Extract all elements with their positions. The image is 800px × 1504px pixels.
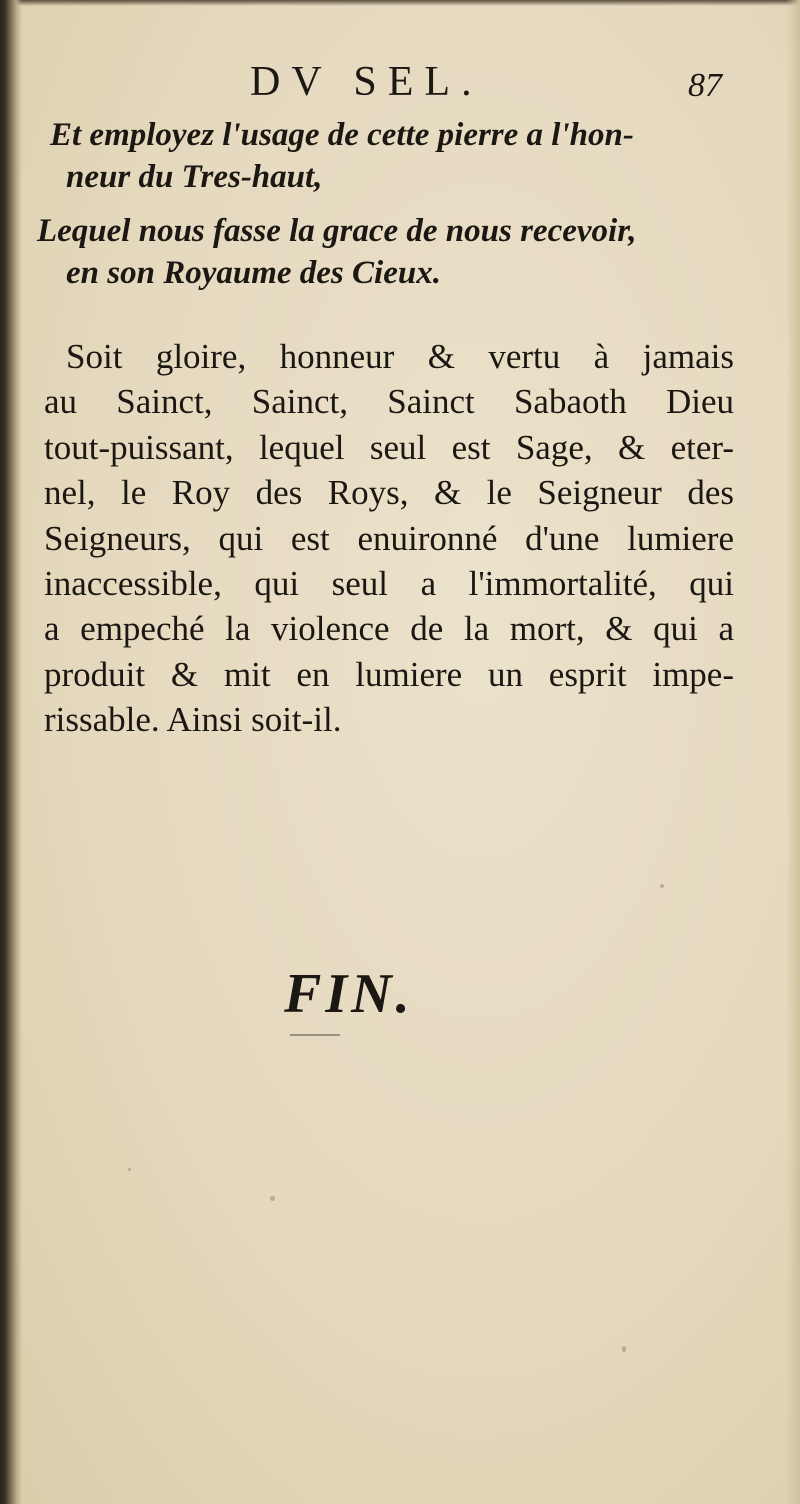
italic-line: neur du Tres-haut, (66, 159, 323, 195)
text-line: rissable. Ainsi soit-il. (44, 700, 342, 740)
text-line: Soit gloire, honneur & vertu à jamais (66, 337, 734, 376)
paper-speck (128, 1168, 131, 1171)
book-binding-edge (0, 0, 22, 1504)
closing-rule (290, 1034, 340, 1036)
doxology-paragraph (44, 334, 734, 743)
paper-speck (270, 1196, 275, 1201)
page-top-edge (0, 0, 800, 6)
running-head: DV SEL. (250, 59, 483, 105)
page-right-edge (786, 0, 800, 1504)
paper-speck (622, 1346, 626, 1352)
text-line: inaccessible, qui seul a l'immortalité, qui (44, 564, 734, 604)
text-line: tout-puissant, lequel seul est Sage, & eter- (44, 427, 734, 467)
text-line: au Sainct, Sainct, Sainct Sabaoth Dieu (44, 382, 734, 422)
closing-fin: FIN. (284, 963, 414, 1025)
italic-line: Lequel nous fasse la grace de nous recevoir, (37, 213, 637, 249)
page-header (0, 52, 800, 112)
paper-speck (660, 884, 664, 888)
page-number: 87 (688, 67, 722, 104)
text-line: a empeché la violence de la mort, & qui a (44, 609, 734, 649)
italic-line: en son Royaume des Cieux. (66, 255, 441, 291)
text-line: nel, le Roy des Roys, & le Seigneur des (44, 473, 734, 513)
italic-line: Et employez l'usage de cette pierre a l'hon- (50, 117, 634, 153)
text-line: produit & mit en lumiere un esprit impe- (44, 654, 734, 694)
text-line: Seigneurs, qui est enuironné d'une lumiere (44, 518, 734, 558)
